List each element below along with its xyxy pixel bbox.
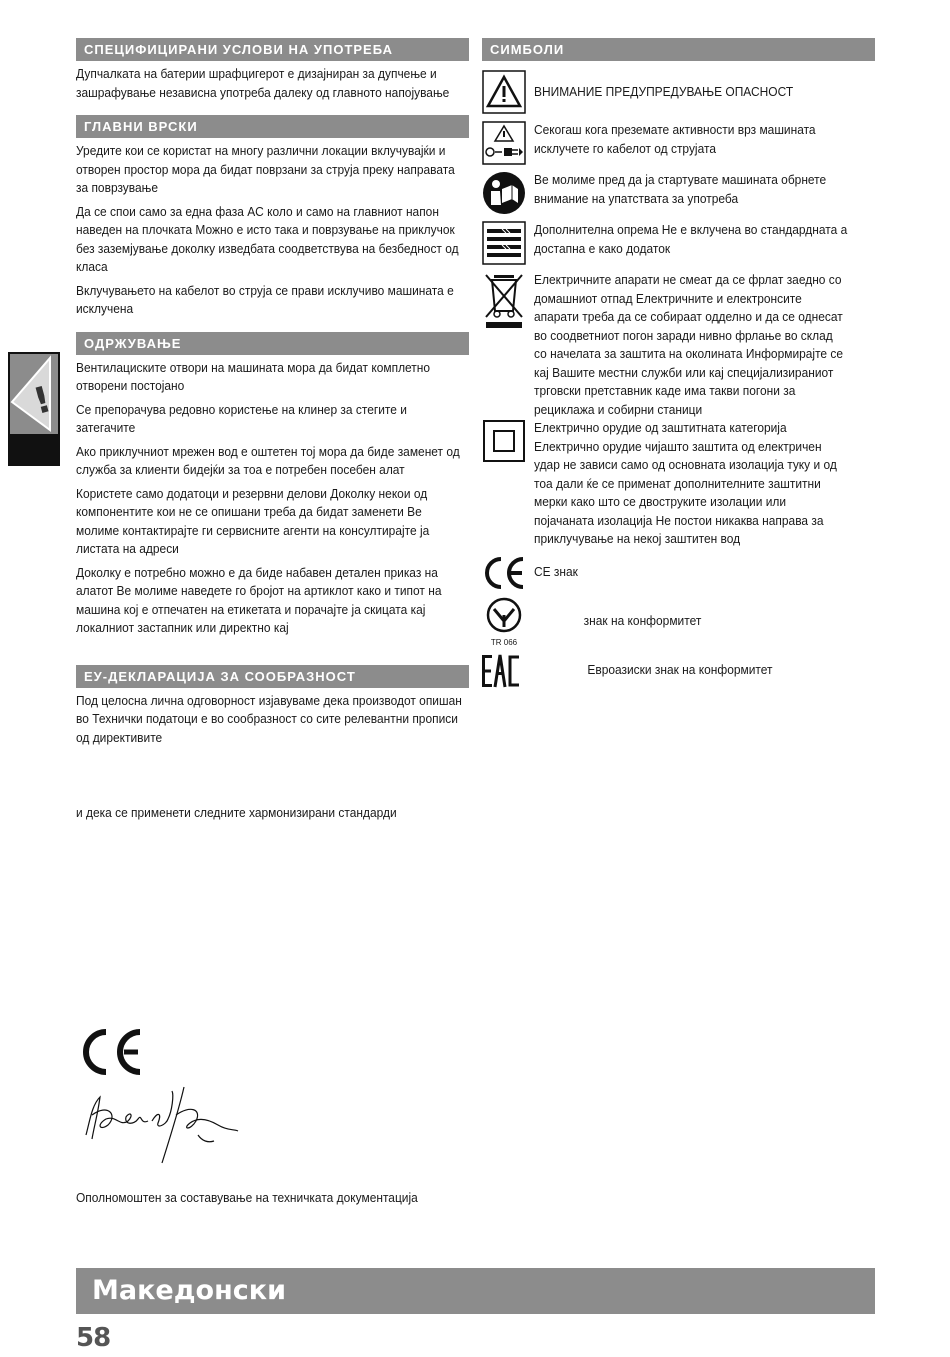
symbol-text: CE знак [534, 564, 578, 580]
warning-triangle-icon [482, 70, 526, 114]
ukrainian-conformity-icon [484, 597, 524, 633]
maintenance-paragraph: Ако приклучниот мрежен вод е оштетен тој мора да биде заменет од служба за клиенти бидејќи за тоа е потребен посебен алат [76, 443, 460, 477]
symbol-text: ВНИМАНИЕ ПРЕДУПРЕДУВАЊЕ ОПАСНОСТ [534, 83, 794, 99]
declaration-heading: ЕУ-ДЕКЛАРАЦИЈА ЗА СООБРАЗНОСТ [76, 665, 469, 688]
mains-paragraph: Вклучувањето на кабелот во струја се прави исклучиво машината е исклучена [76, 282, 454, 316]
side-warning-tab [8, 352, 60, 466]
symbol-row [482, 271, 875, 419]
weee-bin-icon [482, 271, 526, 331]
symbol-row [482, 555, 875, 591]
ukrainian-conformity-mark [482, 597, 526, 647]
maintenance-section [76, 332, 469, 638]
ce-mark-icon [482, 555, 526, 591]
unplug-warning-icon [482, 121, 526, 165]
language-footer-bar [76, 1268, 875, 1314]
declaration-paragraph: Под целосна лична одговорност изјавуваме дека производот опишан во Технички податоци е во сообразност со сите релевантни прописи од директивите [76, 692, 462, 745]
symbol-text: Електричните апарати не смеат да се фрлат заедно со домашниот отпад Електричните и електронсите апарати треба да се собираат одделно и да се однесат во соодветниот погон заради нивно фрлање во склад со начелата за заштита на околината Информирајте се кај Вашите местни служби или кај специјализираниот трговски претставник каде има такви погони за рециклажа и собирни станици [534, 272, 844, 417]
ce-mark-icon [80, 1028, 146, 1076]
maintenance-paragraph: Вентилациските отвори на машината мора да бидат комплетно отворени постојано [76, 359, 431, 393]
symbol-row [482, 597, 875, 647]
svg-text:!: ! [29, 379, 56, 423]
page-number: 58 [76, 1323, 111, 1353]
usage-paragraph: Дупчалката на батерии шрафцигерот е дизајниран за дупчење и зашрафување независна употреба далеку од главното напојување [76, 66, 450, 100]
left-column [76, 38, 469, 828]
language-label: Македонски [92, 1275, 286, 1306]
eac-mark-icon [482, 653, 526, 689]
mains-paragraph: Уредите кои се користат на многу различни локации вклучувајќи и отворен простор мора да бидат поврзани за струја преку направата за поврзување [76, 143, 455, 195]
signature [78, 1085, 243, 1170]
declaration-ce-mark [80, 1028, 146, 1081]
standards-line: и дека се применети следните хармонизирани стандарди [76, 805, 397, 820]
symbol-text: Ве молиме пред да ја стартувате машината обрнете внимание на упатствата за употреба [534, 172, 827, 206]
maintenance-paragraph: Користете само додатоци и резервни делови Доколку некои од компонентите кои не се опишани треба да бидат заменети Ве молиме контактирајте ги сервисните агенти на консултирајте ја листата на адреси [76, 485, 430, 556]
symbol-text: Секогаш кога преземате активности врз машината исклучете го кабелот од струјата [534, 122, 816, 156]
symbol-row [482, 121, 875, 165]
usage-section [76, 38, 469, 102]
symbol-row [482, 221, 875, 265]
side-warning-icon [8, 352, 60, 442]
maintenance-paragraph: Доколку е потребно можно е да биде набавен детален приказ на алатот Ве молиме наведете го бројот на артиклот како и типот на машина кој е отпечатен на етикетата и порачајте ја скицата кај локалниот застапник или директно кај [76, 564, 442, 635]
symbols-heading: СИМБОЛИ [482, 38, 875, 61]
symbol-row [482, 69, 875, 115]
symbol-row [482, 419, 875, 549]
symbol-text: Евроазиски знак на конформитет [587, 662, 773, 678]
declaration-section [76, 665, 469, 823]
read-manual-icon [482, 171, 526, 215]
right-column [482, 38, 875, 695]
symbol-text: Електрично орудие од заштитната категорија Електрично орудие чијашто заштита од електричен удар не зависи само од основната изолација туку и од тоа дали ќе се применат дополнителните заштитни мерки како што се двоструките изолации или појачаната изолација Не постои никаква направа за приклучување на некој заштитен вод [534, 420, 837, 546]
symbol-text: Дополнителна опрема Не е вклучена во стандардната а достапна е како додаток [534, 222, 848, 256]
accessory-drill-bits-icon [482, 221, 526, 265]
maintenance-heading: ОДРЖУВАЊЕ [76, 332, 469, 355]
mains-section [76, 115, 469, 319]
authorised-person-label: Ополномоштен за составување на техничката документација [76, 1190, 418, 1205]
usage-heading: СПЕЦИФИЦИРАНИ УСЛОВИ НА УПОТРЕБА [76, 38, 469, 61]
ukrainian-mark-caption: TR 066 [490, 637, 518, 647]
class-ii-double-insulation-icon [482, 419, 526, 463]
symbol-text: знак на конформитет [583, 613, 702, 629]
mains-heading: ГЛАВНИ ВРСКИ [76, 115, 469, 138]
handwritten-signature-icon [78, 1085, 243, 1165]
symbol-row [482, 653, 875, 689]
mains-paragraph: Да се спои само за една фаза AC коло и само на главниот напон наведен на плочката Можно е исто така и поврзување на приклучок без заземјување доколку изведбата соодветствува на безбедност од класа [76, 203, 459, 274]
maintenance-paragraph: Се препорачува редовно користење на клинер за стегите и затегачите [76, 401, 407, 435]
symbol-row [482, 171, 875, 215]
